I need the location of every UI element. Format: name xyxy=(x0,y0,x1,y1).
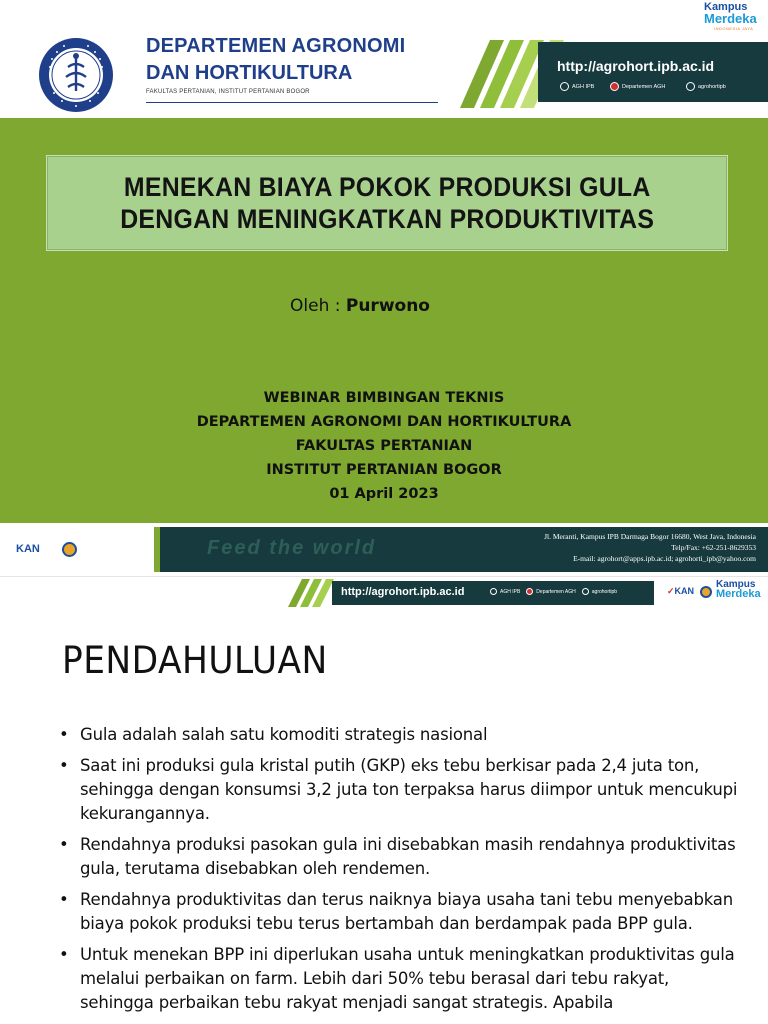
social-link-youtube[interactable]: Departemen AGH xyxy=(610,82,665,91)
list-item: • Rendahnya produksi pasokan gula ini disebabkan masih rendahnya produktivitas gula, terutama disebabkan oleh rendemen. xyxy=(59,833,739,881)
slide-title-box xyxy=(46,155,728,251)
header-divider xyxy=(146,102,438,103)
list-item: • Rendahnya produktivitas dan terus naiknya biaya usaha tani tebu menyebabkan biaya pokok produksi tebu terus bertambah dan berdampak pada BPP gula. xyxy=(59,888,739,936)
event-info xyxy=(0,386,768,506)
footer-green-edge xyxy=(154,527,160,572)
dept-subtitle: FAKULTAS PERTANIAN, INSTITUT PERTANIAN BOGOR xyxy=(146,89,310,95)
section-heading: PENDAHULUAN xyxy=(62,639,328,682)
facebook-icon xyxy=(560,82,569,91)
youtube-icon[interactable] xyxy=(526,588,533,595)
footer-slogan: Feed the world xyxy=(207,537,377,559)
event-info-line: INSTITUT PERTANIAN BOGOR xyxy=(266,462,502,478)
website-link[interactable]: http://agrohort.ipb.ac.id xyxy=(341,586,465,598)
slide-header xyxy=(0,0,768,118)
facebook-icon[interactable] xyxy=(490,588,497,595)
kampus-merdeka-logo: Kampus Merdeka xyxy=(716,579,761,600)
instagram-icon[interactable] xyxy=(582,588,589,595)
kan-logo: ✓KAN xyxy=(667,586,695,596)
event-info-line: DEPARTEMEN AGRONOMI DAN HORTIKULTURA xyxy=(196,414,572,430)
social-link-facebook[interactable]: AGH IPB xyxy=(560,82,594,91)
instagram-icon xyxy=(686,82,695,91)
accreditation-seal-icon xyxy=(62,542,77,557)
event-info-line: WEBINAR BIMBINGAN TEKNIS xyxy=(263,390,505,406)
content-slide-topbar xyxy=(0,577,768,609)
slide-title-line2: DENGAN MENINGKATKAN PRODUKTIVITAS xyxy=(120,204,654,234)
bullet-list xyxy=(59,723,739,1022)
list-item: • Gula adalah salah satu komoditi strategis nasional xyxy=(59,723,739,747)
website-link[interactable]: http://agrohort.ipb.ac.id xyxy=(557,58,715,74)
kan-logo: KAN xyxy=(16,543,40,555)
ipb-logo-icon xyxy=(38,37,114,113)
title-slide-body xyxy=(0,118,768,523)
youtube-icon xyxy=(610,82,619,91)
list-item: • Untuk menekan BPP ini diperlukan usaha untuk meningkatkan produktivitas gula melalui perbaikan on farm. Lebih dari 50% tebu berasal dari tebu rakyat, sehingga perbaikan tebu rakyat menjadi sangat strategis. Apabila xyxy=(59,943,739,1015)
footer-address: Jl. Meranti, Kampus IPB Darmaga Bogor 16680, West Java, Indonesia Telp/Fax: +62-251-8629353 E-mail: agrohort@apps.ipb.ac.id; agrohorti_ipb@yahoo.com xyxy=(544,532,756,563)
event-info-line: FAKULTAS PERTANIAN xyxy=(295,438,473,454)
list-item: • Saat ini produksi gula kristal putih (GKP) eks tebu berkisar pada 2,4 juta ton, sehingga dengan konsumsi 3,2 juta ton terpaksa harus diimpor untuk mencukupi kekurangannya. xyxy=(59,754,739,826)
accreditation-seal-icon xyxy=(700,586,712,598)
dept-name-line2: DAN HORTIKULTURA xyxy=(146,62,353,84)
kampus-merdeka-logo: Kampus Merdeka INDONESIA JAYA xyxy=(704,1,757,31)
social-link-instagram[interactable]: agrohortipb xyxy=(686,82,726,91)
author-name: Purwono xyxy=(345,296,430,316)
author-line: Oleh : Purwono xyxy=(290,296,430,316)
slide-footer xyxy=(0,523,768,576)
event-date: 01 April 2023 xyxy=(329,486,439,502)
slide-title-line1: MENEKAN BIAYA POKOK PRODUKSI GULA xyxy=(123,172,651,202)
social-links: AGH IPB Departemen AGH agrohortipb xyxy=(490,588,617,595)
dept-name-line1: DEPARTEMEN AGRONOMI xyxy=(146,35,406,57)
content-slide xyxy=(0,576,768,1024)
